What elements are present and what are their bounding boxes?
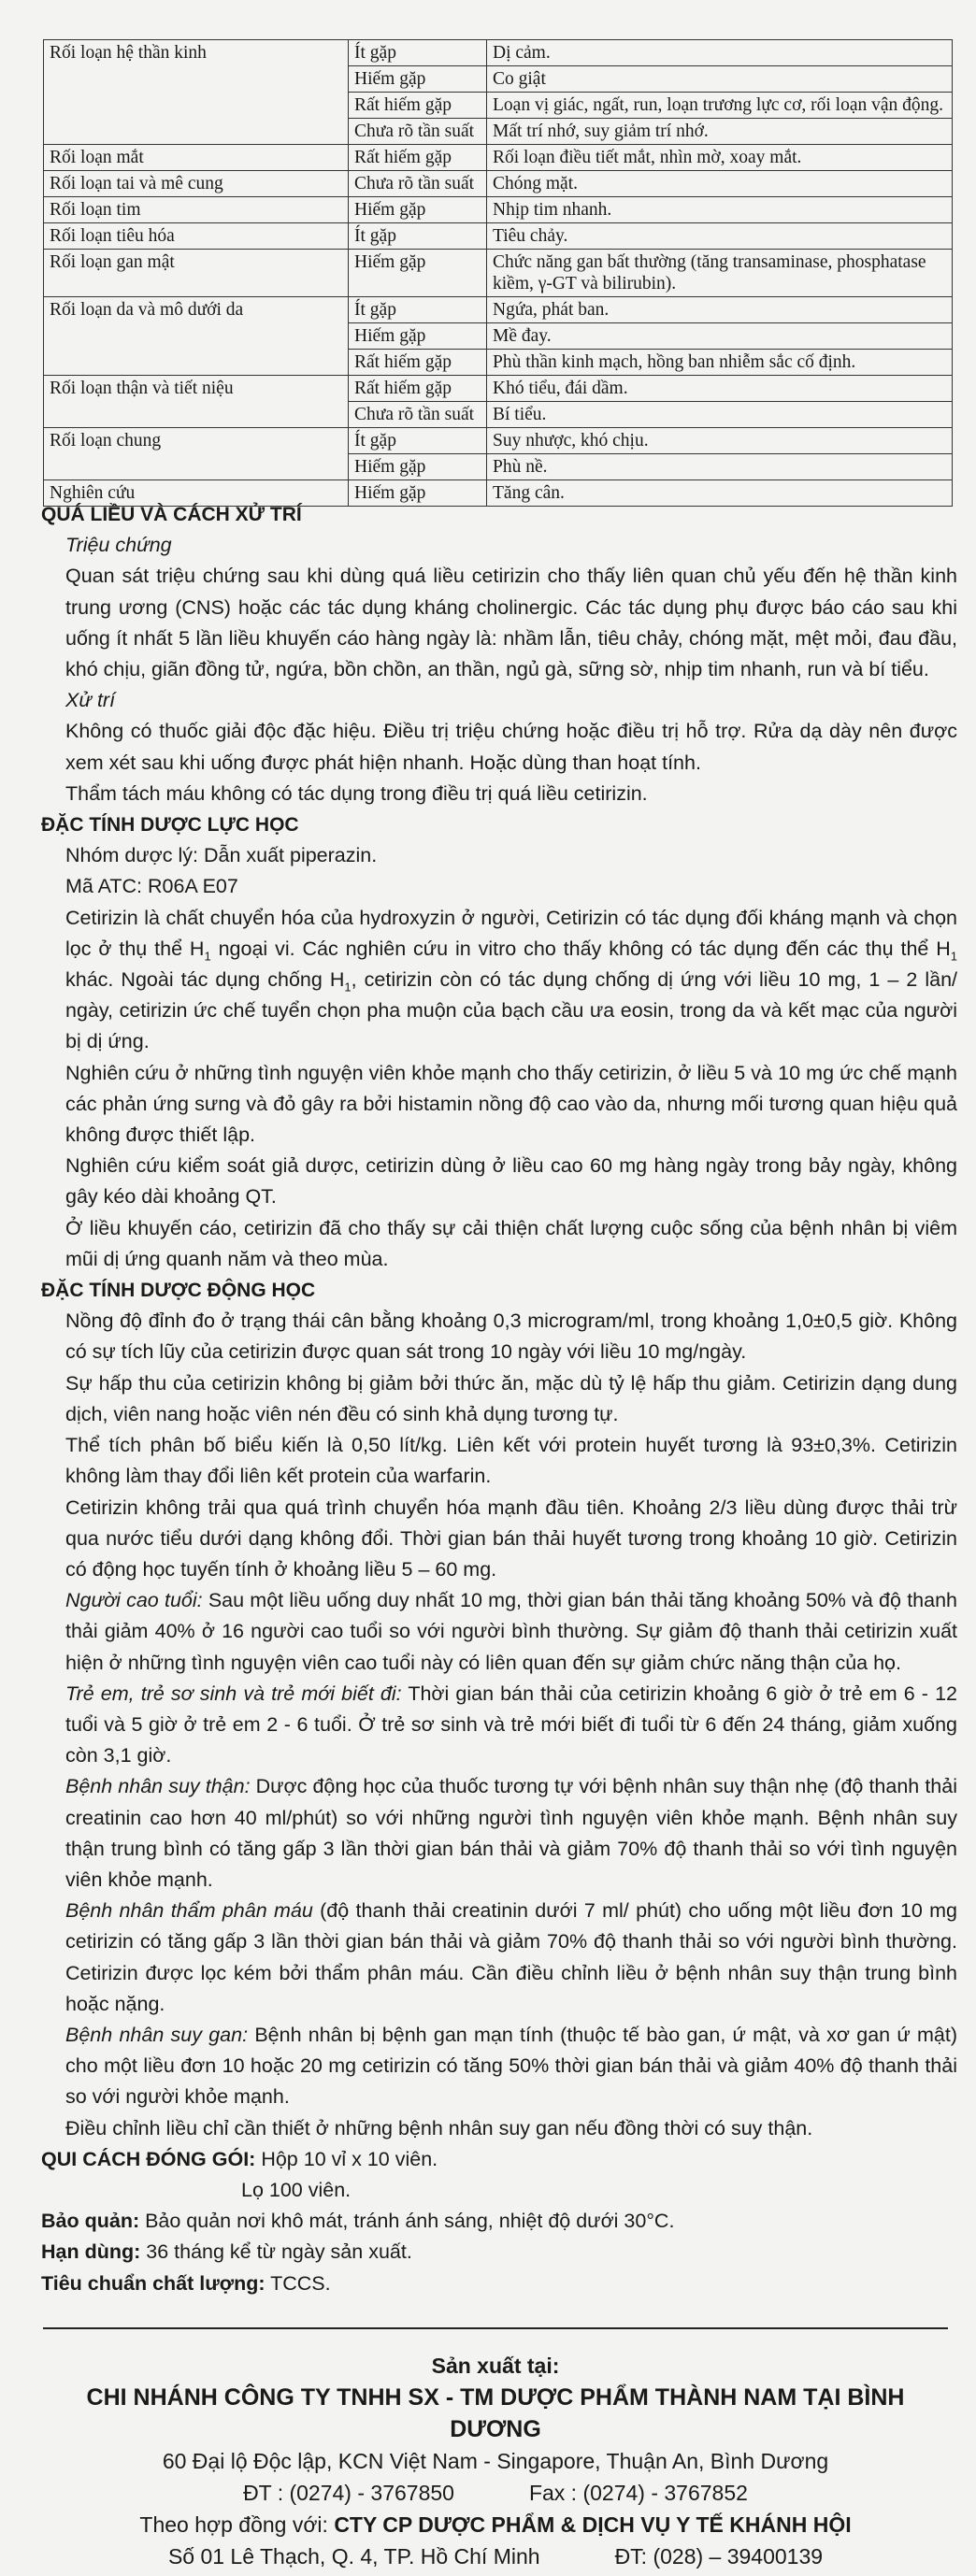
children-paragraph [41,1679,957,1772]
pharmacokinetics-paragraph-2: Sự hấp thu của cetirizin không bị giảm bởi thức ăn, mặc dù tỷ lệ hấp thu giảm. Cetirizin dạng dung dịch, viên nang hoặc viên nén đều có sinh khả dụng tương tự. [65,1371,957,1425]
table-row [44,376,953,402]
frequency-cell: Rất hiếm gặp [349,350,487,376]
pharmacodynamics-paragraph-3: Nghiên cứu kiểm soát giả dược, cetirizin dùng ở liều cao 60 mg hàng ngày trong bảy ngày, không gây kéo dài khoảng QT. [65,1154,957,1209]
organ-system-cell: Nghiên cứu [44,480,349,507]
hepatic-adjust-paragraph: Điều chỉnh liều chỉ cần thiết ở những bệnh nhân suy gan nếu đồng thời có suy thận. [65,2116,813,2140]
organ-system-cell: Rối loạn chung [44,428,349,454]
organ-system-cell [44,323,349,350]
pharmacodynamics-paragraph-2: Nghiên cứu ở những tình nguyện viên khỏe mạnh cho thấy cetirizin, ở liều 5 và 10 mg ức chế mạnh các phản ứng sưng và đỏ gây ra bởi histamin nồng độ cao vào da, nhưng mối tương quan hiệu quả không được thiết lập. [65,1061,957,1147]
table-row [44,402,953,428]
frequency-cell: Ít gặp [349,40,487,66]
renal-text: Dược động học của thuốc tương tự với bệnh nhân suy thận nhẹ (độ thanh thải creatinin cao hơn 40 ml/phút) so với những người tình nguyện viên khỏe mạnh. Bệnh nhân suy thận trung bình có tăng gấp 3 lần thời gian bán thải và giảm 70% độ thanh thải so với tình nguyện viên khỏe mạnh. [65,1775,957,1891]
adverse-effect-cell: Co giật [487,66,953,93]
hepatic-paragraph [41,2020,957,2113]
manufacturer-contacts [43,2477,948,2509]
pharmacodynamics-paragraph-1 [41,903,957,1058]
adverse-effect-cell: Dị cảm. [487,40,953,66]
frequency-cell: Chưa rõ tần suất [349,119,487,145]
dialysis-ineffective-text: Thẩm tách máu không có tác dụng trong điều trị quá liều cetirizin. [65,781,648,805]
pd-p1-part-c: khác. Ngoài tác dụng chống H [65,968,345,992]
made-at-label: Sản xuất tại: [431,2354,560,2378]
hepatic-label: Bệnh nhân suy gan: [65,2023,249,2046]
organ-system-cell: Rối loạn gan mật [44,250,349,297]
table-row [44,40,953,66]
frequency-cell: Hiếm gặp [349,480,487,507]
adverse-effect-cell: Tăng cân. [487,480,953,507]
atc-code: Mã ATC: R06A E07 [65,875,238,898]
organ-system-cell: Rối loạn tim [44,197,349,223]
children-label: Trẻ em, trẻ sơ sinh và trẻ mới biết đi: [65,1682,402,1705]
frequency-cell: Hiếm gặp [349,250,487,297]
table-row [44,66,953,93]
adverse-effect-cell: Phù thần kinh mạch, hồng ban nhiễm sắc cố định. [487,350,953,376]
renal-paragraph [41,1771,957,1896]
treatment-text: Không có thuốc giải độc đặc hiệu. Điều trị triệu chứng hoặc điều trị hỗ trợ. Rửa dạ dày nên được xem xét sau khi uống được phát hiện nhanh. Hoặc dùng than hoạt tính. [65,720,957,774]
organ-system-cell: Rối loạn mắt [44,145,349,171]
adverse-effect-cell: Bí tiểu. [487,402,953,428]
organ-system-cell [44,93,349,119]
standard-line [41,2268,957,2299]
packaging-box: Hộp 10 vỉ x 10 viên. [255,2147,438,2170]
organ-system-cell: Rối loạn thận và tiết niệu [44,376,349,402]
frequency-cell: Ít gặp [349,223,487,250]
adverse-effect-cell: Chức năng gan bất thường (tăng transaminase, phosphatase kiềm, γ-GT và bilirubin). [487,250,953,297]
h1-subscript: 1 [344,980,352,995]
table-row [44,454,953,480]
organ-system-cell [44,402,349,428]
organ-system-cell [44,350,349,376]
pharmacokinetics-paragraph-1: Nồng độ đỉnh đo ở trạng thái cân bằng khoảng 0,3 microgram/ml, trong khoảng 1,0±0,5 giờ. Không có sự tích lũy của cetirizin được quan sát trong 10 ngày với liều 10 mg/ngày. [65,1309,957,1364]
table-row [44,197,953,223]
adverse-effect-cell: Suy nhược, khó chịu. [487,428,953,454]
contract-label: Theo hợp đồng với: [139,2512,335,2537]
standard-label: Tiêu chuẩn chất lượng: [41,2271,266,2295]
organ-system-cell: Rối loạn hệ thần kinh [44,40,349,66]
manufacturer-footer [43,2327,948,2570]
table-row [44,145,953,171]
standard-text: TCCS. [265,2271,331,2295]
shelf-life-label: Hạn dùng: [41,2240,141,2264]
leaflet-body [41,499,957,2299]
frequency-cell: Ít gặp [349,428,487,454]
table-row [44,350,953,376]
frequency-cell: Chưa rõ tần suất [349,402,487,428]
table-row [44,428,953,454]
hepatic-text: Bệnh nhân bị bệnh gan mạn tính (thuộc tế bào gan, ứ mật, và xơ gan ứ mật) cho một liều đơn 10 hoặc 20 mg cetirizin có tăng 50% thời gian bán thải và giảm 40% độ thanh thải so với người khỏe mạnh. [65,2023,957,2109]
organ-system-cell: Rối loạn tai và mê cung [44,171,349,197]
frequency-cell: Rất hiếm gặp [349,376,487,402]
elderly-label: Người cao tuổi: [65,1589,203,1612]
contract-contacts [43,2540,948,2572]
symptoms-text: Quan sát triệu chứng sau khi dùng quá liều cetirizin cho thấy liên quan chủ yếu đến hệ thần kinh trung ương (CNS) hoặc các tác dụng kháng cholinergic. Các tác dụng phụ được báo cáo sau khi uống ít nhất 5 lần liều khuyến cáo hàng ngày là: nhầm lẫn, tiêu chảy, chóng mặt, mệt mỏi, đau đầu, khó chịu, giãn đồng tử, ngứa, bồn chồn, an thần, ngủ gà, sững sờ, nhịp tim nhanh, run và bí tiểu. [65,565,957,681]
frequency-cell: Hiếm gặp [349,197,487,223]
h1-subscript: 1 [950,949,958,964]
pd-p1-part-a: Cetirizin là chất chuyển hóa của hydroxyzin ở người, Cetirizin có tác dụng đối kháng mạnh và chọn lọc ở thụ thể H [65,906,957,960]
shelf-life-text: 36 tháng kể từ ngày sản xuất. [140,2240,412,2264]
pharmacokinetics-paragraph-4: Cetirizin không trải qua quá trình chuyển hóa mạnh đầu tiên. Khoảng 2/3 liều dùng được thải trừ qua nước tiểu dưới dạng không đổi. Thời gian bán thải huyết tương trong khoảng 10 giờ. Cetirizin có động học tuyến tính ở khoảng liều 5 – 60 mg. [65,1496,957,1581]
adverse-effect-cell: Khó tiểu, đái dầm. [487,376,953,402]
frequency-cell: Rất hiếm gặp [349,145,487,171]
pharmacokinetics-heading: ĐẶC TÍNH DƯỢC ĐỘNG HỌC [41,1280,316,1302]
dialysis-paragraph [41,1896,957,2020]
elderly-text: Sau một liều uống duy nhất 10 mg, thời gian bán thải tăng khoảng 50% và độ thanh thải giảm 40% ở 16 người cao tuổi so với người bình thường. Sự giảm độ thanh thải cetirizin xuất hiện ở những tình nguyện viên cao tuổi này có liên quan đến sự giảm chức năng thận của họ. [65,1589,957,1674]
overdose-heading: QUÁ LIỀU VÀ CÁCH XỬ TRÍ [41,504,302,525]
adverse-effect-cell: Mất trí nhớ, suy giảm trí nhớ. [487,119,953,145]
adverse-effect-cell: Rối loạn điều tiết mắt, nhìn mờ, xoay mắt. [487,145,953,171]
adverse-effect-cell: Tiêu chảy. [487,223,953,250]
adverse-effects-table [43,39,953,507]
organ-system-cell: Rối loạn da và mô dưới da [44,297,349,323]
manufacturer-name: CHI NHÁNH CÔNG TY TNHH SX - TM DƯỢC PHẨM THÀNH NAM TẠI BÌNH DƯƠNG [86,2384,905,2442]
manufacturer-address: 60 Đại lộ Độc lập, KCN Việt Nam - Singapore, Thuận An, Bình Dương [162,2449,829,2473]
contract-company: CTY CP DƯỢC PHẨM & DỊCH VỤ Y TẾ KHÁNH HỘI [334,2512,852,2537]
frequency-cell: Ít gặp [349,297,487,323]
shelf-life-line [41,2237,957,2268]
storage-line [41,2206,957,2237]
table-row [44,297,953,323]
dialysis-text: (độ thanh thải creatinin dưới 7 ml/ phút) cho uống một liều đơn 10 mg cetirizin có tăng gấp 3 lần thời gian bán thải và giảm 70% độ thanh thải so với người bình thường. Cetirizin được lọc kém bởi thẩm phân máu. Cần điều chỉnh liều ở bệnh nhân suy thận trung bình hoặc nặng. [65,1899,957,2015]
packaging-label: QUI CÁCH ĐÓNG GÓI: [41,2147,256,2170]
pharmacodynamics-heading: ĐẶC TÍNH DƯỢC LỰC HỌC [41,814,299,837]
table-row [44,119,953,145]
adverse-effect-cell: Chóng mặt. [487,171,953,197]
contract-address: Số 01 Lê Thạch, Q. 4, TP. Hồ Chí Minh [167,2544,540,2569]
symptoms-label: Triệu chứng [65,534,172,557]
organ-system-cell [44,66,349,93]
frequency-cell: Chưa rõ tần suất [349,171,487,197]
manufacturer-fax: Fax : (0274) - 3767852 [528,2481,748,2505]
manufacturer-phone: ĐT : (0274) - 3767850 [243,2481,454,2505]
renal-label: Bệnh nhân suy thận: [65,1775,251,1798]
adverse-effect-cell: Loạn vị giác, ngất, run, loạn trương lực cơ, rối loạn vận động. [487,93,953,119]
adverse-effect-cell: Mề đay. [487,323,953,350]
pharmacologic-group: Nhóm dược lý: Dẫn xuất piperazin. [65,844,378,867]
children-text: Thời gian bán thải của cetirizin khoảng 6 giờ ở trẻ em 6 - 12 tuổi và 5 giờ ở trẻ em 2 - 6 tuổi. Ở trẻ sơ sinh và trẻ mới biết đi tuổi từ 6 đến 24 tháng, giảm xuống còn 3,1 giờ. [65,1682,957,1767]
h1-subscript: 1 [204,949,211,964]
table-row [44,171,953,197]
storage-label: Bảo quản: [41,2210,140,2233]
organ-system-cell: Rối loạn tiêu hóa [44,223,349,250]
organ-system-cell [44,454,349,480]
frequency-cell: Hiếm gặp [349,66,487,93]
packaging-line-1 [41,2144,957,2175]
contract-phone: ĐT: (028) – 39400139 [614,2544,824,2569]
contract-line [43,2509,948,2540]
organ-system-cell [44,119,349,145]
storage-text: Bảo quản nơi khô mát, tránh ánh sáng, nhiệt độ dưới 30°C. [139,2210,675,2233]
dialysis-label: Bệnh nhân thẩm phân máu [65,1899,313,1923]
pd-p1-part-d: , cetirizin còn có tác dụng chống dị ứng với liều 10 mg, 1 – 2 lần/ ngày, cetirizin ức chế tuyển chọn pha muộn của bạch cầu ưa eosin, trong da và kết mạc của người bị dị ứng. [65,968,958,1053]
adverse-effect-cell: Phù nề. [487,454,953,480]
frequency-cell: Hiếm gặp [349,323,487,350]
table-row [44,223,953,250]
frequency-cell: Rất hiếm gặp [349,93,487,119]
frequency-cell: Hiếm gặp [349,454,487,480]
pharmacokinetics-paragraph-3: Thể tích phân bố biểu kiến là 0,50 lít/kg. Liên kết với protein huyết tương là 93±0,3%. Cetirizin không làm thay đổi liên kết protein của warfarin. [65,1434,957,1488]
treatment-label: Xử trí [65,689,116,712]
pd-p1-part-b: ngoại vi. Các nghiên cứu in vitro cho thấy không có tác dụng đến các thụ thể H [210,937,951,960]
adverse-effect-cell: Ngứa, phát ban. [487,297,953,323]
adverse-effect-cell: Nhịp tim nhanh. [487,197,953,223]
table-row [44,93,953,119]
adverse-effects-table-body [44,40,953,507]
pharmacodynamics-paragraph-4: Ở liều khuyến cáo, cetirizin đã cho thấy sự cải thiện chất lượng cuộc sống của bệnh nhân bị viêm mũi dị ứng quanh năm và theo mùa. [65,1216,957,1270]
elderly-paragraph [41,1585,957,1679]
table-row [44,323,953,350]
table-row [44,250,953,297]
packaging-bottle: Lọ 100 viên. [241,2178,352,2201]
